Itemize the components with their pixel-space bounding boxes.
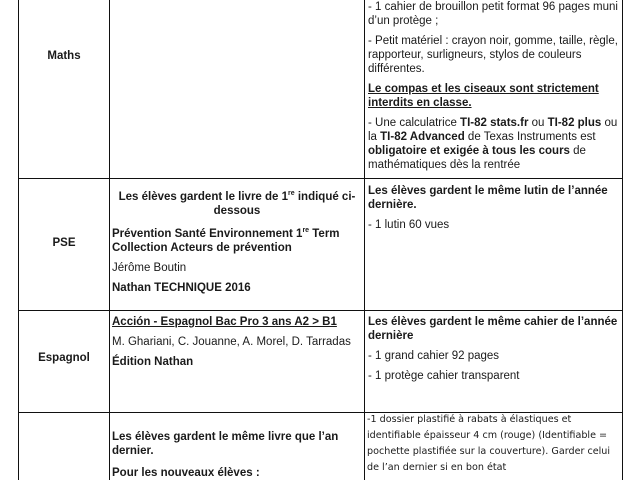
book-title: Prévention Santé Environnement 1re Term Collection Acteurs de prévention: [112, 226, 340, 254]
maths-supplies: [368, 0, 620, 178]
next-book: [112, 430, 362, 486]
supply-item: - 1 protège cahier transparent: [368, 370, 520, 382]
supplies-intro: Les élèves gardent le même lutin de l’année dernière.: [368, 185, 608, 211]
calculator-requirement: - Une calculatrice TI-82 stats.fr ou TI-82 plus ou la TI-82 Advanced de Texas Instruments est obligatoire et exigée à tous les cours de mathématiques dès la rentrée: [368, 117, 618, 171]
book-title: Acción - Espagnol Bac Pro 3 ans A2 > B1: [112, 316, 337, 328]
book-author: Jérôme Boutin: [112, 261, 187, 274]
book-publisher: Édition Nathan: [112, 356, 194, 368]
supplies-intro: Les élèves gardent le même cahier de l’année dernière: [368, 316, 618, 342]
supply-item: - 1 grand cahier 92 pages: [368, 350, 500, 362]
row-divider: [18, 310, 623, 311]
subject-espagnol: Espagnol: [38, 352, 90, 364]
row-divider: [18, 178, 623, 179]
book-intro: Les élèves gardent le même livre que l’an dernier.: [112, 431, 339, 457]
pse-supplies: [368, 184, 618, 238]
book-publisher: Nathan TECHNIQUE 2016: [112, 281, 251, 294]
table-border-col1: [109, 0, 110, 480]
pse-book: [112, 187, 362, 301]
new-students-label: Pour les nouveaux élèves :: [112, 467, 260, 479]
next-supplies: [367, 412, 621, 476]
supply-item: - Petit matériel : crayon noir, gomme, taille, règle, rapporteur, surligneurs, stylos de couleurs différentes.: [368, 35, 618, 75]
subject-maths: Maths: [47, 50, 81, 62]
warning-note: Le compas et les ciseaux sont strictement interdits en classe.: [368, 83, 599, 109]
subject-pse: PSE: [52, 237, 76, 249]
book-intro: Les élèves gardent le livre de 1re indiqué ci-dessous: [118, 190, 356, 217]
table-border-col2: [364, 0, 365, 480]
supply-item: -1 dossier plastifié à rabats à élastiques et identifiable épaisseur 4 cm (rouge) (Identifiable = pochette plastifiée sur la couverture). Garder celui de l’an dernier si en bon état: [367, 414, 611, 473]
table-border-right: [622, 0, 623, 480]
supply-item: - 1 cahier de brouillon petit format 96 pages muni d’un protège ;: [368, 1, 618, 27]
book-authors: M. Ghariani, C. Jouanne, A. Morel, D. Tarradas: [112, 336, 351, 348]
espagnol-supplies: [368, 315, 618, 389]
espagnol-book: [112, 315, 362, 375]
supply-item: - 1 lutin 60 vues: [368, 219, 450, 231]
